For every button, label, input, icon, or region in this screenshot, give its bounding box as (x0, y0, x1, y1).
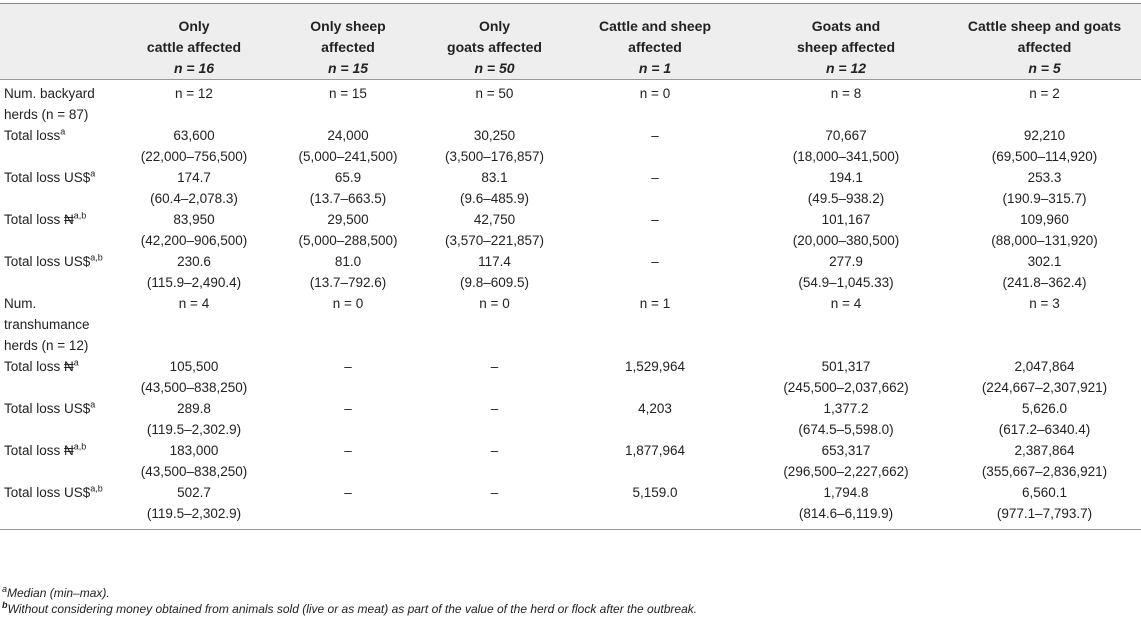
table-cell (566, 356, 744, 398)
cell-value: 653,317 (821, 443, 871, 458)
header-n: n = 16 (173, 60, 215, 76)
cell-value: – (490, 443, 499, 458)
footnote-b (2, 601, 697, 617)
cell-value: 29,500 (327, 212, 369, 227)
row-label-text: transhumance (4, 317, 90, 332)
header-line: Cattle and sheep (598, 18, 712, 34)
table-cell (744, 167, 948, 209)
table-row (0, 125, 1141, 167)
header-line: affected (628, 39, 682, 55)
table-cell (566, 482, 744, 530)
cell-value: n = 3 (1029, 296, 1060, 311)
table-cell (115, 293, 273, 356)
footnote-ref: a,b (73, 210, 87, 221)
cell-value: n = 4 (830, 296, 862, 311)
table-cell (423, 482, 566, 530)
cell-value: 6,560.1 (1021, 485, 1068, 500)
table-cell (423, 167, 566, 209)
header-line: Only (178, 18, 210, 34)
table-cell (744, 80, 948, 126)
row-label (0, 482, 115, 530)
cell-value: 289.8 (177, 401, 211, 416)
table-cell (273, 125, 423, 167)
loss-table (0, 3, 1141, 530)
table-cell (948, 167, 1141, 209)
column-header (273, 4, 423, 80)
cell-range: (43,500–838,250) (140, 464, 248, 479)
cell-range: (60.4–2,078.3) (150, 191, 238, 206)
cell-value: 194.1 (829, 170, 863, 185)
row-label-text: Total loss ₦ (4, 212, 74, 227)
cell-value: 2,047,864 (1014, 359, 1075, 374)
cell-value: – (651, 254, 659, 269)
cell-value: – (490, 485, 499, 500)
header-line: Only sheep (310, 18, 386, 34)
table-cell (273, 209, 423, 251)
table-cell (423, 80, 566, 126)
cell-value: 117.4 (478, 254, 511, 269)
cell-range: (88,000–131,920) (991, 233, 1098, 248)
cell-value: 2,387,864 (1014, 443, 1075, 458)
cell-range: (20,000–380,500) (792, 233, 900, 248)
table-row (0, 356, 1141, 398)
table-cell (115, 167, 273, 209)
table-cell (115, 209, 273, 251)
cell-range: (18,000–341,500) (792, 149, 900, 164)
cell-value: 42,750 (473, 212, 516, 227)
header-n: n = 1 (638, 60, 672, 76)
row-label-text: Total loss US$ (4, 485, 91, 500)
row-label-text: herds (n = 87) (4, 107, 89, 122)
cell-range: (3,570–221,857) (444, 233, 545, 248)
footnote-b-mark: b (2, 600, 8, 610)
table-cell (423, 125, 566, 167)
table-cell (423, 398, 566, 440)
cell-value: 81.0 (334, 254, 362, 269)
cell-value: n = 12 (175, 86, 213, 101)
cell-value: n = 2 (1029, 86, 1060, 101)
table-cell (273, 80, 423, 126)
table-cell (423, 293, 566, 356)
column-header (423, 4, 566, 80)
cell-range: (674.5–5,598.0) (798, 422, 894, 437)
row-label-text: Total loss ₦ (4, 443, 74, 458)
table-row (0, 80, 1141, 126)
table-cell (273, 293, 423, 356)
header-row (0, 4, 1141, 80)
row-label-text: Total loss US$ (4, 401, 91, 416)
table-cell (273, 398, 423, 440)
cell-range: (296,500–2,227,662) (783, 464, 909, 479)
footnote-ref: a (90, 168, 96, 179)
cell-range: (13.7–663.5) (309, 191, 387, 206)
header-n: n = 5 (1028, 60, 1061, 76)
header-line: affected (321, 39, 375, 55)
table-row (0, 440, 1141, 482)
cell-range: (119.5–2,302.9) (146, 422, 242, 437)
table-cell (948, 80, 1141, 126)
table-cell (566, 209, 744, 251)
table-cell (273, 482, 423, 530)
table-cell (948, 293, 1141, 356)
cell-value: 92,210 (1023, 128, 1066, 143)
table-cell (744, 440, 948, 482)
header-line: cattle affected (146, 39, 242, 55)
column-header (948, 4, 1141, 80)
cell-value: – (651, 212, 659, 227)
row-label-line (4, 251, 109, 272)
table-row (0, 251, 1141, 293)
row-label-line (4, 314, 109, 335)
cell-value: 65.9 (334, 170, 362, 185)
cell-value: 183,000 (169, 443, 219, 458)
row-label-line (4, 125, 109, 146)
cell-range: (245,500–2,037,662) (783, 380, 909, 395)
cell-range: (190.9–315.7) (1002, 191, 1087, 206)
table-cell (948, 482, 1141, 530)
cell-value: n = 15 (329, 86, 367, 101)
footnote-b-text: Without considering money obtained from animals sold (live or as meat) as part of the value of the herd or flock after the outbreak. (7, 602, 698, 616)
table-cell (423, 440, 566, 482)
footnote-ref: a,b (90, 483, 103, 494)
row-label-line (4, 167, 109, 188)
table-cell (744, 293, 948, 356)
column-header (744, 4, 948, 80)
cell-value: 1,529,964 (624, 359, 686, 374)
table-cell (948, 440, 1141, 482)
cell-value: – (490, 359, 499, 374)
header-n: n = 50 (474, 60, 515, 76)
footnote-ref: a (60, 126, 66, 137)
footnote-ref: a (90, 399, 96, 410)
table-cell (423, 251, 566, 293)
row-label-line (4, 356, 109, 377)
cell-value: 24,000 (327, 128, 369, 143)
header-line: Goats and (811, 18, 881, 34)
cell-value: 83,950 (173, 212, 215, 227)
cell-value: n = 4 (178, 296, 210, 311)
cell-range: (54.9–1,045.33) (798, 275, 894, 290)
cell-value: 4,203 (638, 401, 672, 416)
row-label (0, 398, 115, 440)
row-label-line (4, 104, 109, 125)
cell-range: (5,000–288,500) (298, 233, 398, 248)
table-cell (115, 125, 273, 167)
cell-value: 105,500 (169, 359, 219, 374)
table-cell (566, 251, 744, 293)
cell-range: (9.6–485.9) (459, 191, 530, 206)
cell-value: 174.7 (177, 170, 211, 185)
header-n: n = 12 (825, 60, 867, 76)
table-cell (566, 398, 744, 440)
footnote-a (2, 585, 110, 601)
row-label-text: Num. (4, 296, 37, 311)
cell-value: – (344, 359, 352, 374)
row-label (0, 251, 115, 293)
table-row (0, 167, 1141, 209)
cell-range: (49.5–938.2) (807, 191, 885, 206)
row-label-line (4, 293, 109, 314)
cell-value: – (344, 401, 352, 416)
cell-value: 5,626.0 (1021, 401, 1068, 416)
table-body (0, 80, 1141, 530)
row-label-line (4, 335, 109, 356)
cell-value: – (651, 170, 659, 185)
cell-value: n = 8 (830, 86, 862, 101)
table-cell (273, 356, 423, 398)
table-cell (566, 440, 744, 482)
cell-value: – (490, 401, 499, 416)
cell-value: – (651, 128, 659, 143)
cell-value: n = 0 (332, 296, 364, 311)
footnote-a-mark: a (2, 584, 8, 594)
table-cell (948, 398, 1141, 440)
header-line: Only (478, 18, 511, 34)
cell-range: (22,000–756,500) (140, 149, 248, 164)
row-label-text: Total loss (4, 128, 61, 143)
column-header (566, 4, 744, 80)
table-cell (744, 356, 948, 398)
footnote-ref: a,b (90, 252, 103, 263)
cell-value: – (344, 485, 352, 500)
cell-value: 277.9 (829, 254, 863, 269)
table-cell (566, 125, 744, 167)
cell-value: 253.3 (1027, 170, 1062, 185)
table-cell (566, 80, 744, 126)
cell-value: 83.1 (481, 170, 508, 185)
cell-range: (814.6–6,119.9) (798, 506, 894, 521)
cell-range: (115.9–2,490.4) (146, 275, 242, 290)
row-label-text: Total loss US$ (4, 170, 91, 185)
cell-value: 30,250 (473, 128, 516, 143)
header-empty (0, 4, 115, 80)
cell-value: 70,667 (825, 128, 867, 143)
cell-value: 1,377.2 (823, 401, 869, 416)
table-row (0, 398, 1141, 440)
column-header (115, 4, 273, 80)
cell-range: (355,667–2,836,921) (981, 464, 1108, 479)
cell-value: 1,794.8 (823, 485, 869, 500)
row-label-text: herds (n = 12) (4, 338, 89, 353)
cell-range: (5,000–241,500) (298, 149, 398, 164)
cell-range: (617.2–6340.4) (998, 422, 1091, 437)
footnote-ref: a (73, 357, 79, 368)
table-cell (115, 251, 273, 293)
table-cell (115, 440, 273, 482)
table-row (0, 209, 1141, 251)
row-label (0, 209, 115, 251)
row-label-line (4, 482, 109, 503)
row-label-text: Total loss ₦ (4, 359, 74, 374)
cell-range: (42,200–906,500) (140, 233, 248, 248)
table-row (0, 293, 1141, 356)
header-line: Cattle sheep and goats (967, 18, 1122, 34)
cell-value: – (344, 443, 352, 458)
cell-range: (241.8–362.4) (1002, 275, 1087, 290)
cell-value: 501,317 (821, 359, 871, 374)
row-label (0, 356, 115, 398)
header-line: sheep affected (796, 39, 896, 55)
cell-range: (977.1–7,793.7) (996, 506, 1093, 521)
cell-value: 1,877,964 (624, 443, 686, 458)
table-row (0, 482, 1141, 530)
row-label-text: Num. backyard (4, 86, 95, 101)
table-cell (948, 125, 1141, 167)
cell-range: (119.5–2,302.9) (146, 506, 242, 521)
header-line: affected (1017, 39, 1072, 55)
table-cell (744, 125, 948, 167)
footnote-ref: a,b (73, 441, 87, 452)
cell-value: 502.7 (177, 485, 211, 500)
cell-value: n = 0 (639, 86, 671, 101)
cell-value: n = 50 (475, 86, 514, 101)
cell-value: 230.6 (177, 254, 211, 269)
table-cell (273, 167, 423, 209)
cell-value: 109,960 (1020, 212, 1069, 227)
cell-value: 101,167 (821, 212, 871, 227)
cell-value: n = 0 (479, 296, 510, 311)
header-line: goats affected (447, 39, 542, 55)
cell-value: 63,600 (173, 128, 215, 143)
table-cell (948, 356, 1141, 398)
row-label (0, 80, 115, 126)
cell-range: (3,500–176,857) (444, 149, 545, 164)
table-cell (273, 251, 423, 293)
table-cell (948, 251, 1141, 293)
cell-value: 302.1 (1027, 254, 1062, 269)
cell-value: n = 1 (639, 296, 671, 311)
row-label-line (4, 83, 109, 104)
row-label-text: Total loss US$ (4, 254, 91, 269)
row-label-line (4, 440, 109, 461)
table-cell (744, 482, 948, 530)
table-cell (744, 251, 948, 293)
table-cell (744, 398, 948, 440)
table-cell (115, 356, 273, 398)
row-label (0, 293, 115, 356)
table-cell (273, 440, 423, 482)
table-cell (566, 167, 744, 209)
row-label (0, 440, 115, 482)
cell-range: (13.7–792.6) (309, 275, 387, 290)
table-cell (115, 80, 273, 126)
table-cell (566, 293, 744, 356)
header-n: n = 15 (327, 60, 369, 76)
table-cell (948, 209, 1141, 251)
cell-range: (43,500–838,250) (140, 380, 248, 395)
table-cell (744, 209, 948, 251)
row-label (0, 125, 115, 167)
cell-range: (224,667–2,307,921) (981, 380, 1108, 395)
table-cell (115, 398, 273, 440)
row-label-line (4, 209, 109, 230)
table-cell (423, 356, 566, 398)
row-label (0, 167, 115, 209)
row-label-line (4, 398, 109, 419)
cell-value: 5,159.0 (632, 485, 678, 500)
cell-range: (69,500–114,920) (991, 149, 1098, 164)
cell-range: (9.8–609.5) (459, 275, 530, 290)
footnote-a-text: Median (min–max). (7, 586, 110, 600)
table-cell (423, 209, 566, 251)
table-cell (115, 482, 273, 530)
